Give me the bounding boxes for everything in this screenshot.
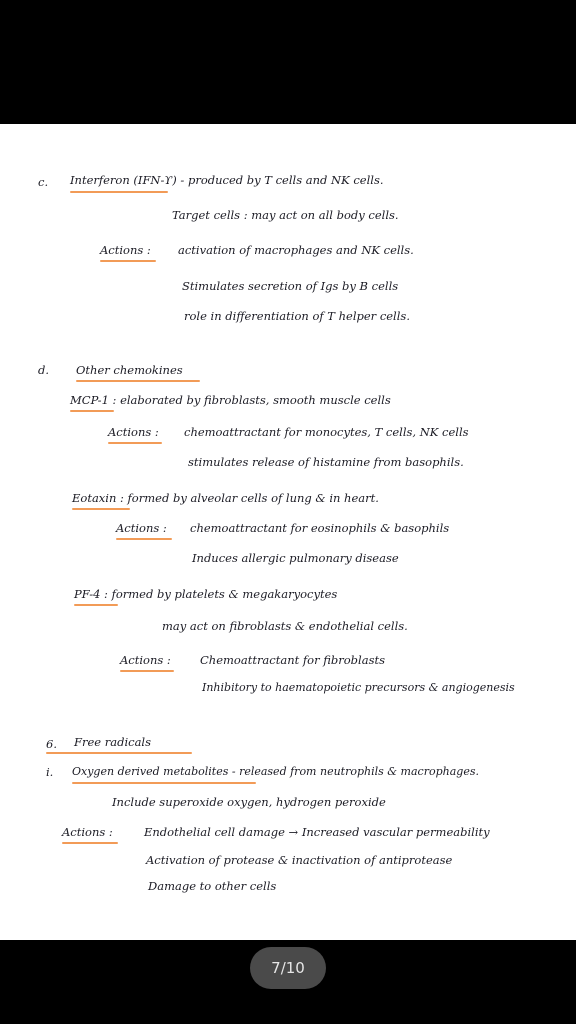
section-c-action-1: activation of macrophages and NK cells. [178,243,414,257]
pf4-action-2: Inhibitory to haematopoietic precursors & angiogenesis [202,681,515,694]
section-6-action-1: Endothelial cell damage → Increased vascular permeability [144,825,490,839]
section-6-item-label: i. [46,765,54,779]
pf4-line-2: may act on fibroblasts & endothelial cells. [162,619,408,633]
section-6-item-line: Oxygen derived metabolites - released from neutrophils & macrophages. [72,765,479,778]
pf4-underline [74,604,118,606]
section-6-actions-underline [62,842,118,844]
eotaxin-actions-underline [116,538,172,540]
notes-page [0,124,576,940]
section-d-label: d. [38,363,50,377]
section-c-actions-label: Actions : [100,243,151,257]
section-6-action-3: Damage to other cells [148,879,277,893]
section-c-heading: Interferon (IFN-ϒ) - produced by T cells and NK cells. [70,173,384,187]
section-6-label: 6. [46,737,57,751]
section-c-action-2: Stimulates secretion of Igs by B cells [182,279,399,293]
eotaxin-line: Eotaxin : formed by alveolar cells of lung & in heart. [72,491,379,505]
section-d-heading: Other chemokines [76,363,183,377]
section-6-actions-label: Actions : [62,825,113,839]
mcp1-underline [70,410,114,412]
section-d-underline [76,380,200,382]
mcp1-action-1: chemoattractant for monocytes, T cells, NK cells [184,425,469,439]
section-6-item-underline [72,782,256,784]
eotaxin-action-2: Induces allergic pulmonary disease [192,551,399,565]
section-6-underline [46,752,192,754]
section-6-action-2: Activation of protease & inactivation of antiprotease [146,853,453,867]
pf4-action-1: Chemoattractant for fibroblasts [200,653,385,667]
pf4-actions-label: Actions : [120,653,171,667]
page-counter: 7/10 [250,947,326,989]
mcp1-actions-underline [108,442,162,444]
eotaxin-action-1: chemoattractant for eosinophils & basophils [190,521,450,535]
eotaxin-actions-label: Actions : [116,521,167,535]
pf4-line: PF-4 : formed by platelets & megakaryocytes [74,587,338,601]
section-6-heading: Free radicals [74,735,152,749]
mcp1-line: MCP-1 : elaborated by fibroblasts, smooth muscle cells [70,393,391,407]
eotaxin-underline [72,508,130,510]
section-c-label: c. [38,175,49,189]
pf4-actions-underline [120,670,174,672]
mcp1-action-2: stimulates release of histamine from basophils. [188,455,464,469]
mcp1-actions-label: Actions : [108,425,159,439]
section-c-target: Target cells : may act on all body cells. [172,208,399,222]
section-c-actions-underline [100,260,156,262]
section-c-action-3: role in differentiation of T helper cells. [184,309,410,323]
section-c-underline [70,191,168,193]
section-6-include: Include superoxide oxygen, hydrogen peroxide [112,795,386,809]
